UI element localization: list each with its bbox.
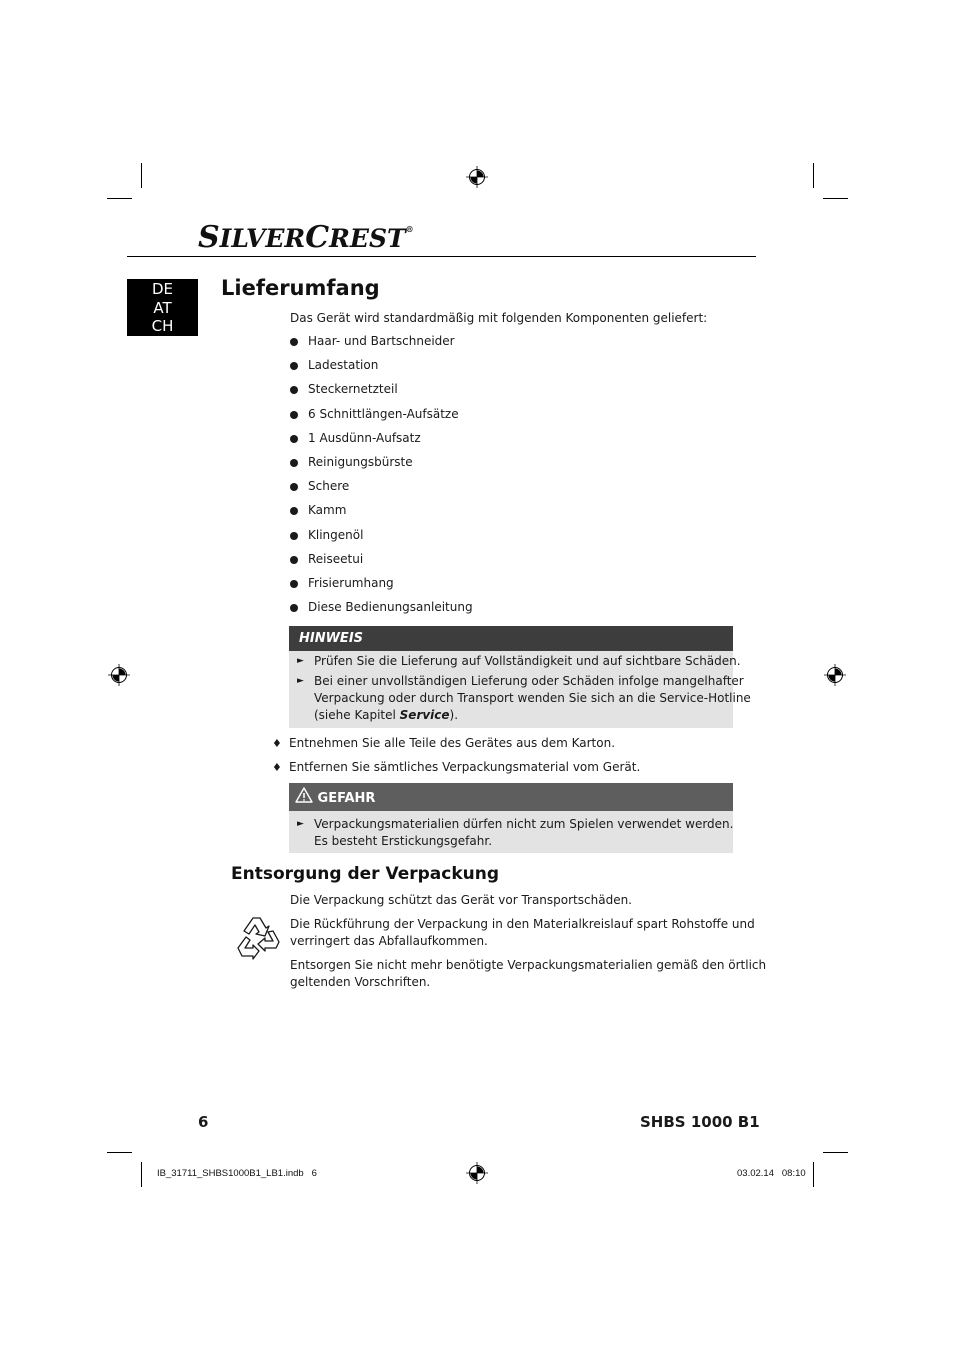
- bullet-icon: [290, 435, 298, 443]
- danger-heading: GEFAHR: [289, 783, 733, 811]
- arrow-right-icon: ►: [297, 819, 304, 829]
- list-item: Ladestation: [290, 357, 473, 381]
- bullet-icon: [290, 362, 298, 370]
- note-heading: HINWEIS: [289, 626, 733, 651]
- note-box: [289, 626, 751, 728]
- crop-mark: [107, 1152, 132, 1153]
- arrow-right-icon: ►: [297, 656, 304, 666]
- step-list: [272, 735, 640, 783]
- crop-mark: [813, 1162, 814, 1187]
- list-item: Diese Bedienungsanleitung: [290, 599, 473, 623]
- list-item: Klingenöl: [290, 527, 473, 551]
- registration-mark-icon: [108, 664, 130, 686]
- bullet-icon: [290, 338, 298, 346]
- bullet-icon: [290, 507, 298, 515]
- diamond-bullet-icon: ♦: [272, 737, 282, 750]
- crop-mark: [141, 1162, 142, 1187]
- list-item: Schere: [290, 478, 473, 502]
- paragraph: Die Rückführung der Verpackung in den Materialkreislauf spart Rohstoffe und verringert das Abfallaufkommen.: [290, 917, 755, 948]
- bullet-icon: [290, 532, 298, 540]
- crop-mark: [107, 198, 132, 199]
- section-title: Entsorgung der Verpackung: [231, 864, 500, 884]
- paragraph: Die Verpackung schützt das Gerät vor Transportschäden.: [290, 893, 632, 907]
- paragraph: Entsorgen Sie nicht mehr benötigte Verpackungsmaterialien gemäß den örtlich geltenden Vorschriften.: [290, 958, 767, 989]
- crop-mark: [823, 1152, 848, 1153]
- list-item: ♦ Entnehmen Sie alle Teile des Gerätes aus dem Karton.: [272, 736, 616, 750]
- list-item: Frisierumhang: [290, 575, 473, 599]
- header-rule: [127, 256, 756, 257]
- print-slug-file: IB_31711_SHBS1000B1_LB1.indb 6: [157, 1168, 317, 1179]
- note-item: ► Bei einer unvollständigen Lieferung oder Schäden infolge mangelhafter Verpackung oder durch Transport wenden Sie sich an die Service-Hotline (siehe Kapitel Service).: [297, 674, 751, 722]
- recycle-icon: [235, 914, 285, 960]
- warning-triangle-icon: [295, 787, 313, 803]
- language-code: CH: [151, 317, 174, 335]
- list-item: Steckernetzteil: [290, 381, 473, 405]
- print-slug-date: 03.02.14 08:10: [737, 1168, 806, 1179]
- registration-mark-icon: [466, 166, 488, 188]
- intro-text: Das Gerät wird standardmäßig mit folgenden Komponenten geliefert:: [290, 311, 708, 325]
- registration-mark-icon: [466, 1162, 488, 1184]
- bullet-icon: [290, 411, 298, 419]
- language-tab: [127, 279, 198, 336]
- arrow-right-icon: ►: [297, 676, 304, 686]
- language-code: AT: [153, 298, 172, 317]
- bullet-icon: [290, 459, 298, 467]
- list-item: Reiseetui: [290, 551, 473, 575]
- crop-mark: [823, 198, 848, 199]
- bullet-icon: [290, 483, 298, 491]
- bullet-icon: [290, 556, 298, 564]
- list-item: Reinigungsbürste: [290, 454, 473, 478]
- list-item: Haar- und Bartschneider: [290, 333, 473, 357]
- diamond-bullet-icon: ♦: [272, 761, 282, 774]
- list-item: 1 Ausdünn-Aufsatz: [290, 430, 473, 454]
- section-title: Lieferumfang: [221, 276, 380, 300]
- list-item: ♦ Entfernen Sie sämtliches Verpackungsmaterial vom Gerät.: [272, 760, 641, 774]
- registration-mark-icon: [824, 664, 846, 686]
- list-item: 6 Schnittlängen-Aufsätze: [290, 406, 473, 430]
- bullet-icon: [290, 580, 298, 588]
- danger-item: ► Verpackungsmaterialien dürfen nicht zum Spielen verwendet werden. Es besteht Erstickungsgefahr.: [297, 817, 734, 848]
- note-item: ► Prüfen Sie die Lieferung auf Vollständigkeit und auf sichtbare Schäden.: [297, 654, 741, 668]
- bullet-icon: [290, 604, 298, 612]
- component-list: [290, 333, 473, 623]
- language-code: DE: [151, 280, 174, 298]
- bullet-icon: [290, 386, 298, 394]
- list-item: Kamm: [290, 502, 473, 526]
- page-number: 6: [198, 1113, 209, 1131]
- model-number: SHBS 1000 B1: [640, 1113, 760, 1131]
- crop-mark: [813, 163, 814, 188]
- crop-mark: [141, 163, 142, 188]
- danger-box: [289, 783, 733, 853]
- brand-logo: SILVERCREST®: [198, 220, 414, 255]
